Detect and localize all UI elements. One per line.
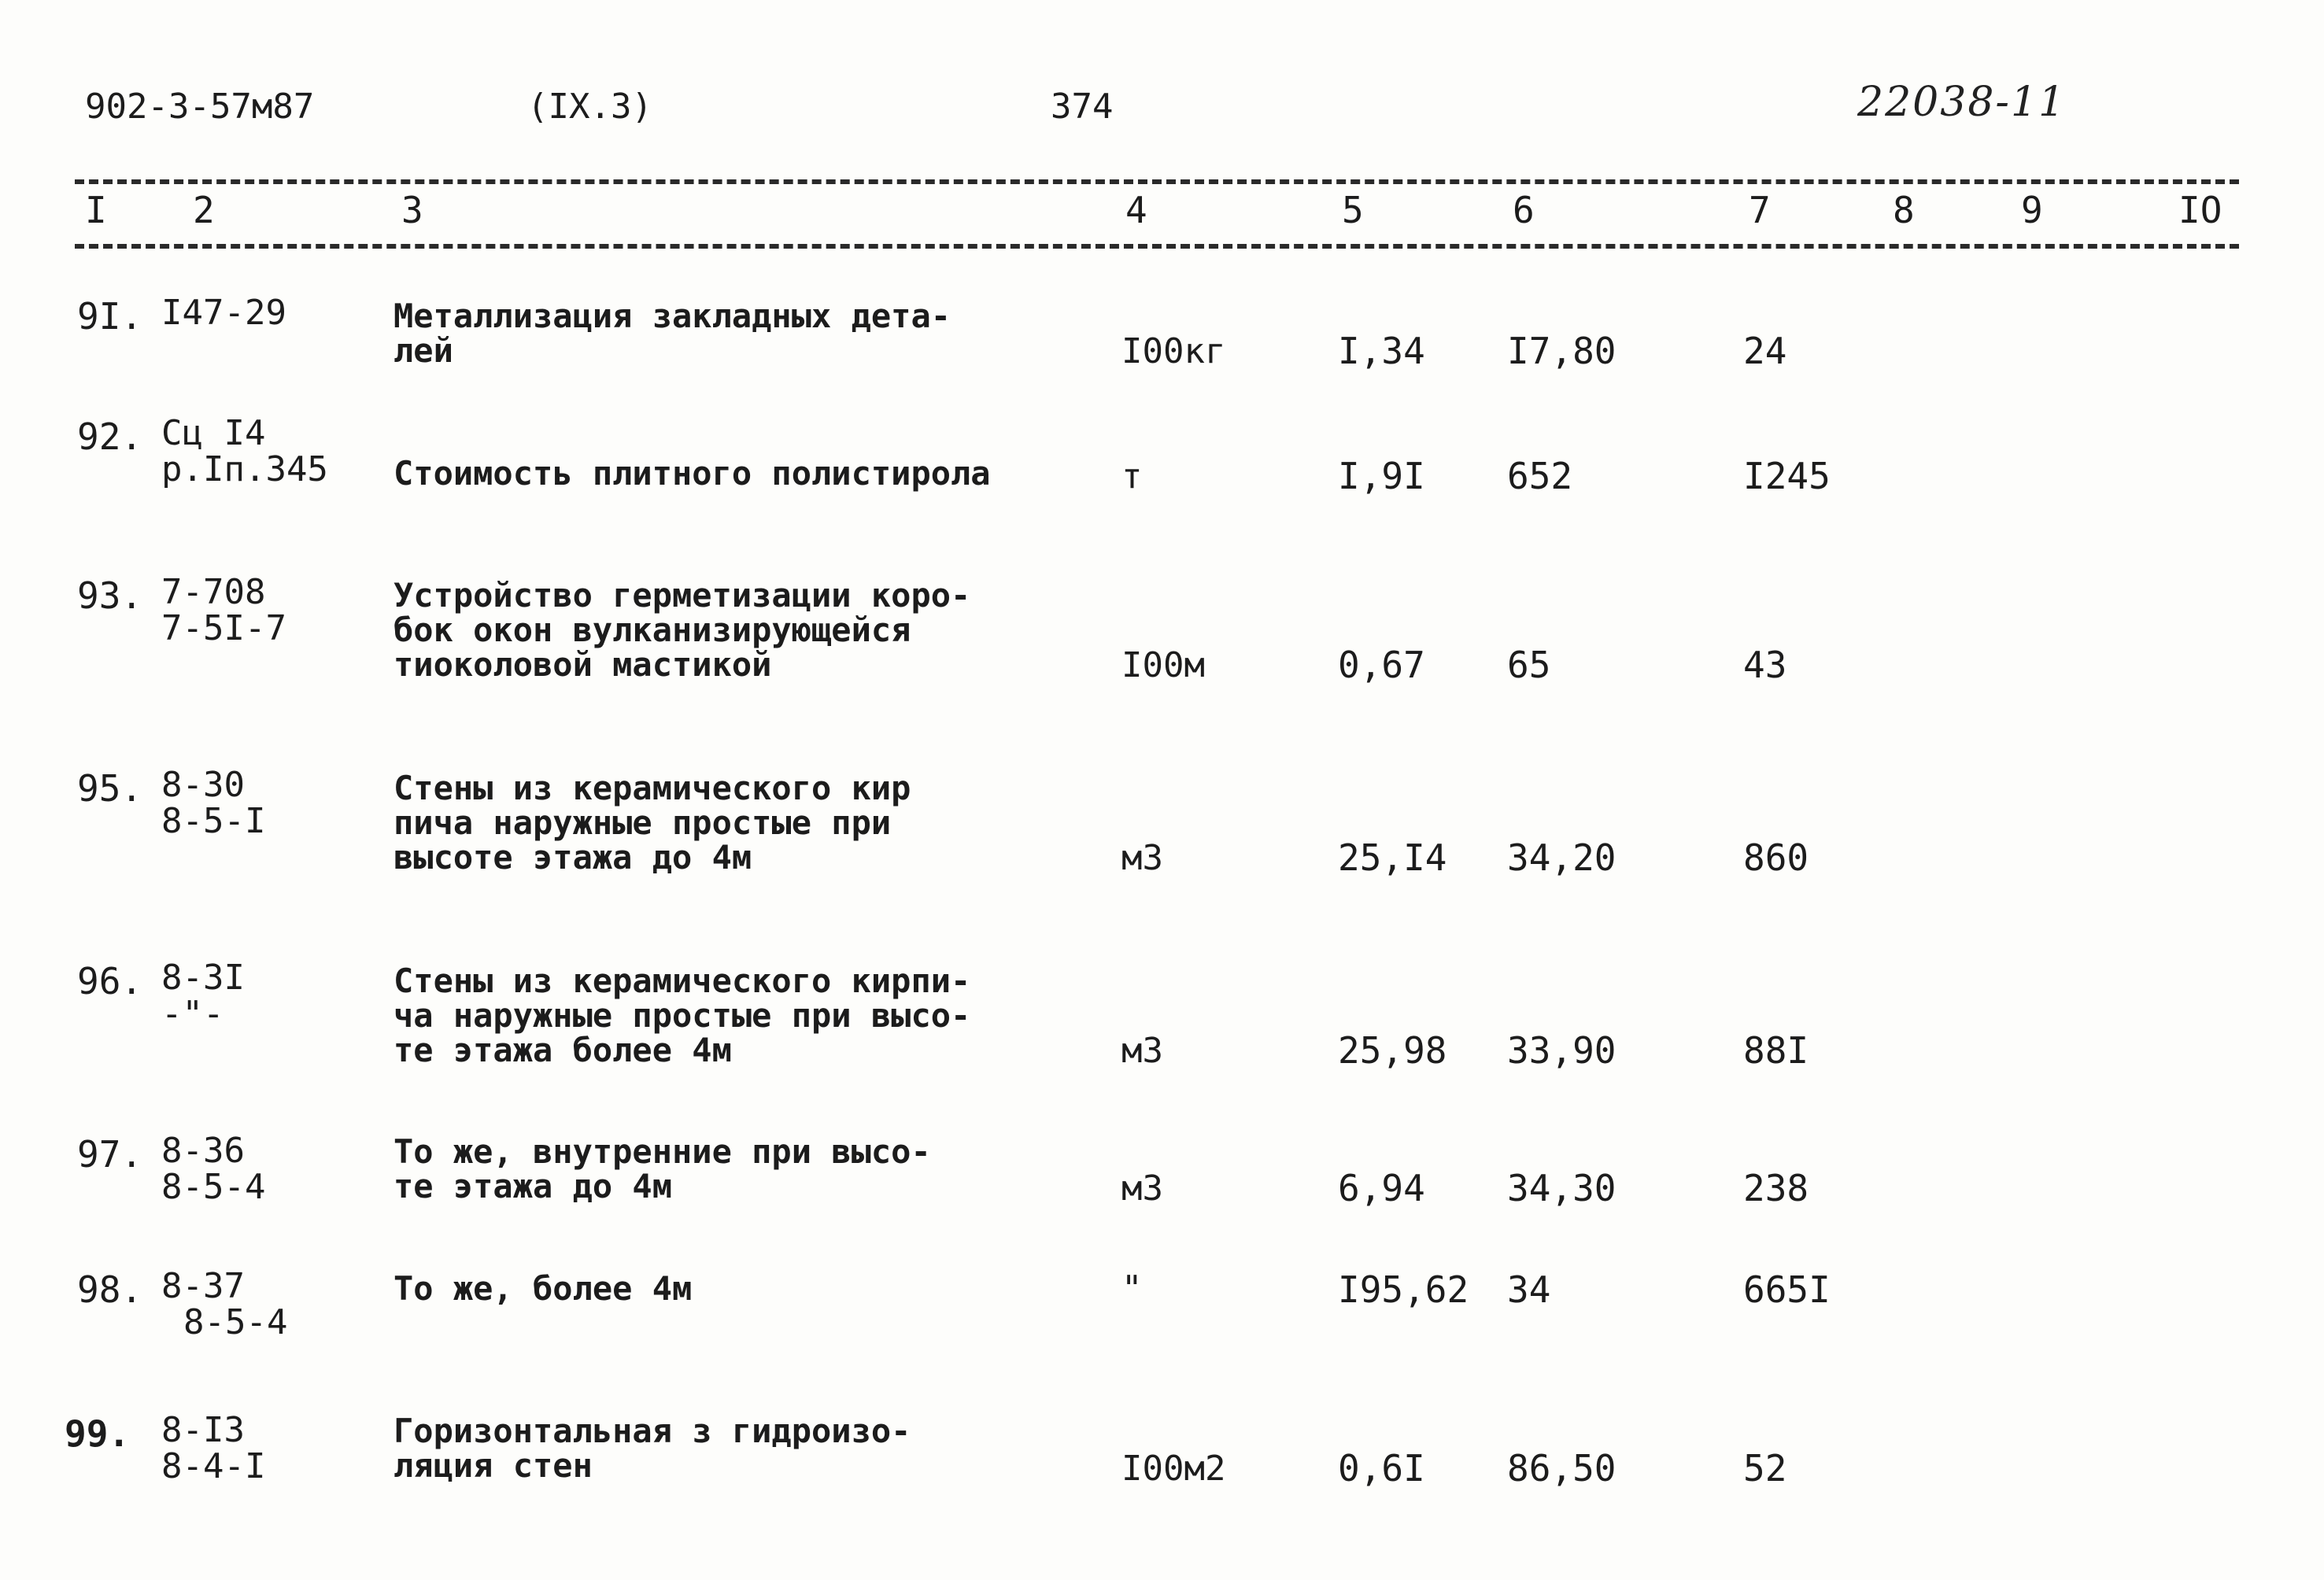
- unit-price: 86,50: [1507, 1447, 1616, 1490]
- work-description: [393, 578, 970, 682]
- work-description: [393, 771, 911, 875]
- description-line: пича наружные простые при: [393, 803, 892, 842]
- row-number: 93.: [77, 574, 143, 617]
- row-number: 97.: [77, 1133, 143, 1176]
- unit: I00кг: [1121, 331, 1226, 371]
- description-line: бок окон вулканизирующейся: [393, 611, 911, 649]
- norm-code-line: 8-5-4: [183, 1302, 288, 1342]
- column-number: 7: [1749, 189, 1771, 231]
- unit: т: [1121, 456, 1143, 497]
- total-cost: 43: [1743, 644, 1787, 686]
- norm-code-line: 8-30: [161, 765, 245, 805]
- total-cost: 238: [1743, 1167, 1809, 1209]
- norm-code: [161, 574, 286, 647]
- norm-code-line: р.Iп.345: [161, 449, 328, 489]
- work-description: [393, 1414, 911, 1483]
- norm-code: [161, 1133, 265, 1205]
- description-line: тиоколовой мастикой: [393, 645, 772, 684]
- unit-price: I7,80: [1507, 330, 1616, 372]
- description-line: ча наружные простые при высо-: [393, 996, 971, 1035]
- norm-code: [161, 767, 265, 840]
- quantity: I95,62: [1338, 1268, 1469, 1311]
- unit: I00м2: [1121, 1449, 1226, 1489]
- unit: м3: [1121, 838, 1163, 878]
- work-description: [393, 299, 951, 368]
- unit-price: 34: [1507, 1268, 1551, 1311]
- header-rule-top: [75, 179, 2239, 184]
- quantity: 0,67: [1338, 644, 1425, 686]
- document-code: 902-3-57м87: [85, 87, 315, 127]
- norm-code-line: 8-37: [161, 1266, 245, 1306]
- norm-code: [161, 960, 245, 1032]
- column-number: 3: [401, 189, 423, 231]
- norm-code-line: 8-3I: [161, 958, 245, 998]
- norm-code-line: 7-708: [161, 572, 266, 612]
- description-line: ляция стен: [393, 1446, 593, 1485]
- total-cost: I245: [1743, 455, 1831, 497]
- unit-price: 65: [1507, 644, 1551, 686]
- quantity: 6,94: [1338, 1167, 1425, 1209]
- unit: ": [1121, 1268, 1143, 1309]
- column-number: 4: [1125, 189, 1147, 231]
- quantity: 0,6I: [1338, 1447, 1425, 1490]
- work-description: [393, 1132, 931, 1205]
- row-number: 99.: [65, 1412, 131, 1455]
- total-cost: 860: [1743, 836, 1809, 879]
- row-number: 96.: [77, 960, 143, 1002]
- row-number: 98.: [77, 1268, 143, 1311]
- description-line: Устройство герметизации коро-: [393, 576, 971, 615]
- norm-code-line: Сц I4: [161, 413, 266, 453]
- unit: м3: [1121, 1168, 1163, 1209]
- norm-code-line: 8-I3: [161, 1410, 245, 1450]
- work-description: [393, 964, 970, 1068]
- norm-code-line: 8-5-4: [161, 1167, 266, 1207]
- total-cost: 665I: [1743, 1268, 1831, 1311]
- description-line: те этажа более 4м: [393, 1031, 732, 1069]
- column-number: 5: [1342, 189, 1364, 231]
- norm-code: [161, 295, 286, 331]
- total-cost: 24: [1743, 330, 1787, 372]
- quantity: 25,98: [1338, 1029, 1447, 1072]
- section-number: (IX.3): [527, 87, 652, 127]
- work-description: [393, 1269, 693, 1308]
- description-line: Стены из керамического кир: [393, 769, 911, 807]
- column-number: I: [85, 189, 107, 231]
- unit-price: 652: [1507, 455, 1573, 497]
- norm-code-line: 8-36: [161, 1131, 245, 1171]
- row-number: 95.: [77, 767, 143, 810]
- unit: I00м: [1121, 645, 1205, 685]
- column-number: 9: [2021, 189, 2043, 231]
- norm-code-line: -"-: [161, 994, 224, 1034]
- description-line: Горизонтальная з гидроизо-: [393, 1412, 911, 1450]
- column-number: 2: [193, 189, 215, 231]
- quantity: I,9I: [1338, 455, 1425, 497]
- unit-price: 34,30: [1507, 1167, 1616, 1209]
- norm-code: [161, 415, 328, 488]
- unit: м3: [1121, 1031, 1163, 1071]
- unit-price: 33,90: [1507, 1029, 1616, 1072]
- description-line: Металлизация закладных дета-: [393, 297, 951, 335]
- description-line: Стены из керамического кирпи-: [393, 962, 971, 1000]
- work-description: [393, 456, 991, 491]
- description-line: высоте этажа до 4м: [393, 838, 752, 877]
- column-number: 8: [1893, 189, 1915, 231]
- column-number: IO: [2178, 189, 2222, 231]
- archive-number: 22038-11: [1857, 79, 2067, 126]
- total-cost: 88I: [1743, 1029, 1809, 1072]
- norm-code: [161, 1412, 265, 1485]
- column-number: 6: [1513, 189, 1535, 231]
- norm-code-line: 8-4-I: [161, 1446, 266, 1486]
- description-line: Стоимость плитного полистирола: [393, 454, 991, 493]
- description-line: То же, более 4м: [393, 1269, 693, 1308]
- description-line: лей: [393, 331, 453, 370]
- norm-code-line: I47-29: [161, 293, 286, 333]
- norm-code-line: 8-5-I: [161, 801, 266, 841]
- norm-code: [161, 1268, 287, 1341]
- page-number: 374: [1051, 87, 1114, 127]
- total-cost: 52: [1743, 1447, 1787, 1490]
- unit-price: 34,20: [1507, 836, 1616, 879]
- norm-code-line: 7-5I-7: [161, 608, 286, 648]
- quantity: I,34: [1338, 330, 1425, 372]
- row-number: 9I.: [77, 295, 143, 338]
- quantity: 25,I4: [1338, 836, 1447, 879]
- header-rule-bottom: [75, 244, 2239, 249]
- description-line: То же, внутренние при высо-: [393, 1132, 931, 1171]
- description-line: те этажа до 4м: [393, 1167, 673, 1205]
- row-number: 92.: [77, 415, 143, 458]
